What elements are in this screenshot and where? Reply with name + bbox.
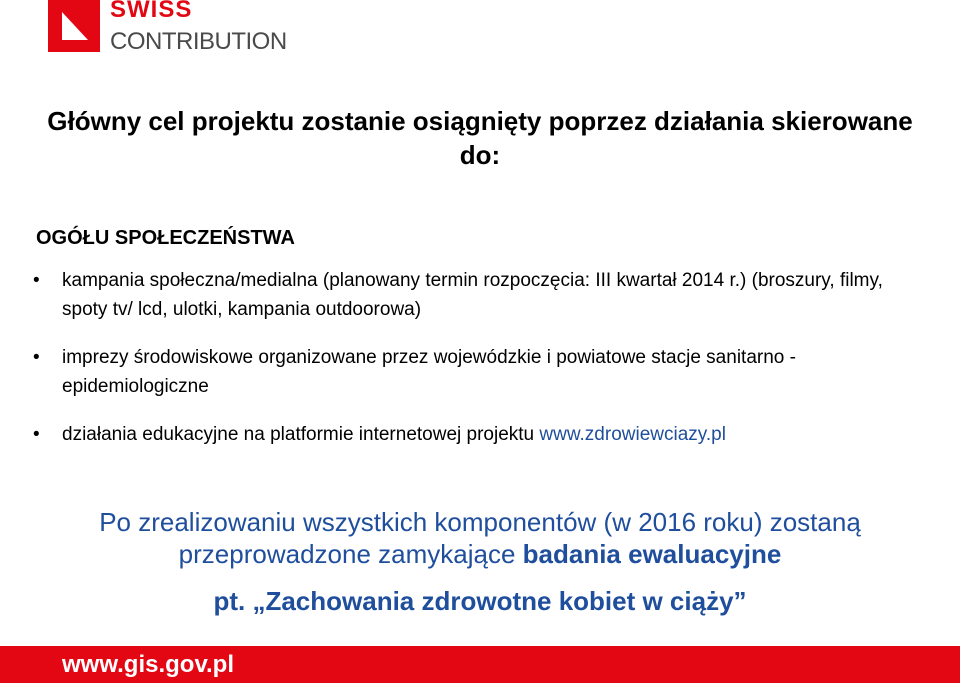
list-item — [0, 266, 960, 324]
swiss-contribution-logo — [48, 0, 308, 56]
logo-text-contribution: CONTRIBUTION — [110, 28, 287, 55]
footer-url-link[interactable]: www.gis.gov.pl — [62, 651, 235, 678]
conclusion-emphasis: badania ewaluacyjne — [522, 539, 782, 569]
list-item-text: kampania społeczna/medialna (planowany termin rozpoczęcia: III kwartał 2014 r.) (broszury, filmy, spoty tv/ lcd, ulotki, kampania outdoorowa) — [62, 270, 883, 320]
page-title: Główny cel projektu zostanie osiągnięty poprzez działania skierowane do: — [47, 106, 913, 170]
bullet-icon: • — [33, 424, 40, 445]
bullet-list — [0, 266, 960, 449]
list-item — [0, 420, 960, 449]
logo-text-swiss: SWISS — [110, 0, 193, 23]
project-website-link[interactable]: www.zdrowiewciazy.pl — [539, 424, 726, 445]
conclusion-text — [20, 506, 940, 570]
bullet-icon: • — [33, 347, 40, 368]
bullet-icon: • — [33, 270, 40, 291]
conclusion-part: Po zrealizowaniu wszystkich komponentów (w 2016 roku) zostaną przeprowadzone zamykające — [99, 507, 861, 569]
section-heading: OGÓŁU SPOŁECZEŃSTWA — [36, 227, 295, 249]
list-item — [0, 343, 960, 401]
list-item-text: działania edukacyjne na platformie internetowej projektu — [62, 424, 540, 445]
footer-bar — [0, 646, 960, 683]
study-title: pt. „Zachowania zdrowotne kobiet w ciąży” — [213, 586, 747, 616]
swiss-cross-icon — [48, 0, 100, 52]
list-item-text: imprezy środowiskowe organizowane przez wojewódzkie i powiatowe stacje sanitarno - epidemiologiczne — [62, 347, 796, 397]
